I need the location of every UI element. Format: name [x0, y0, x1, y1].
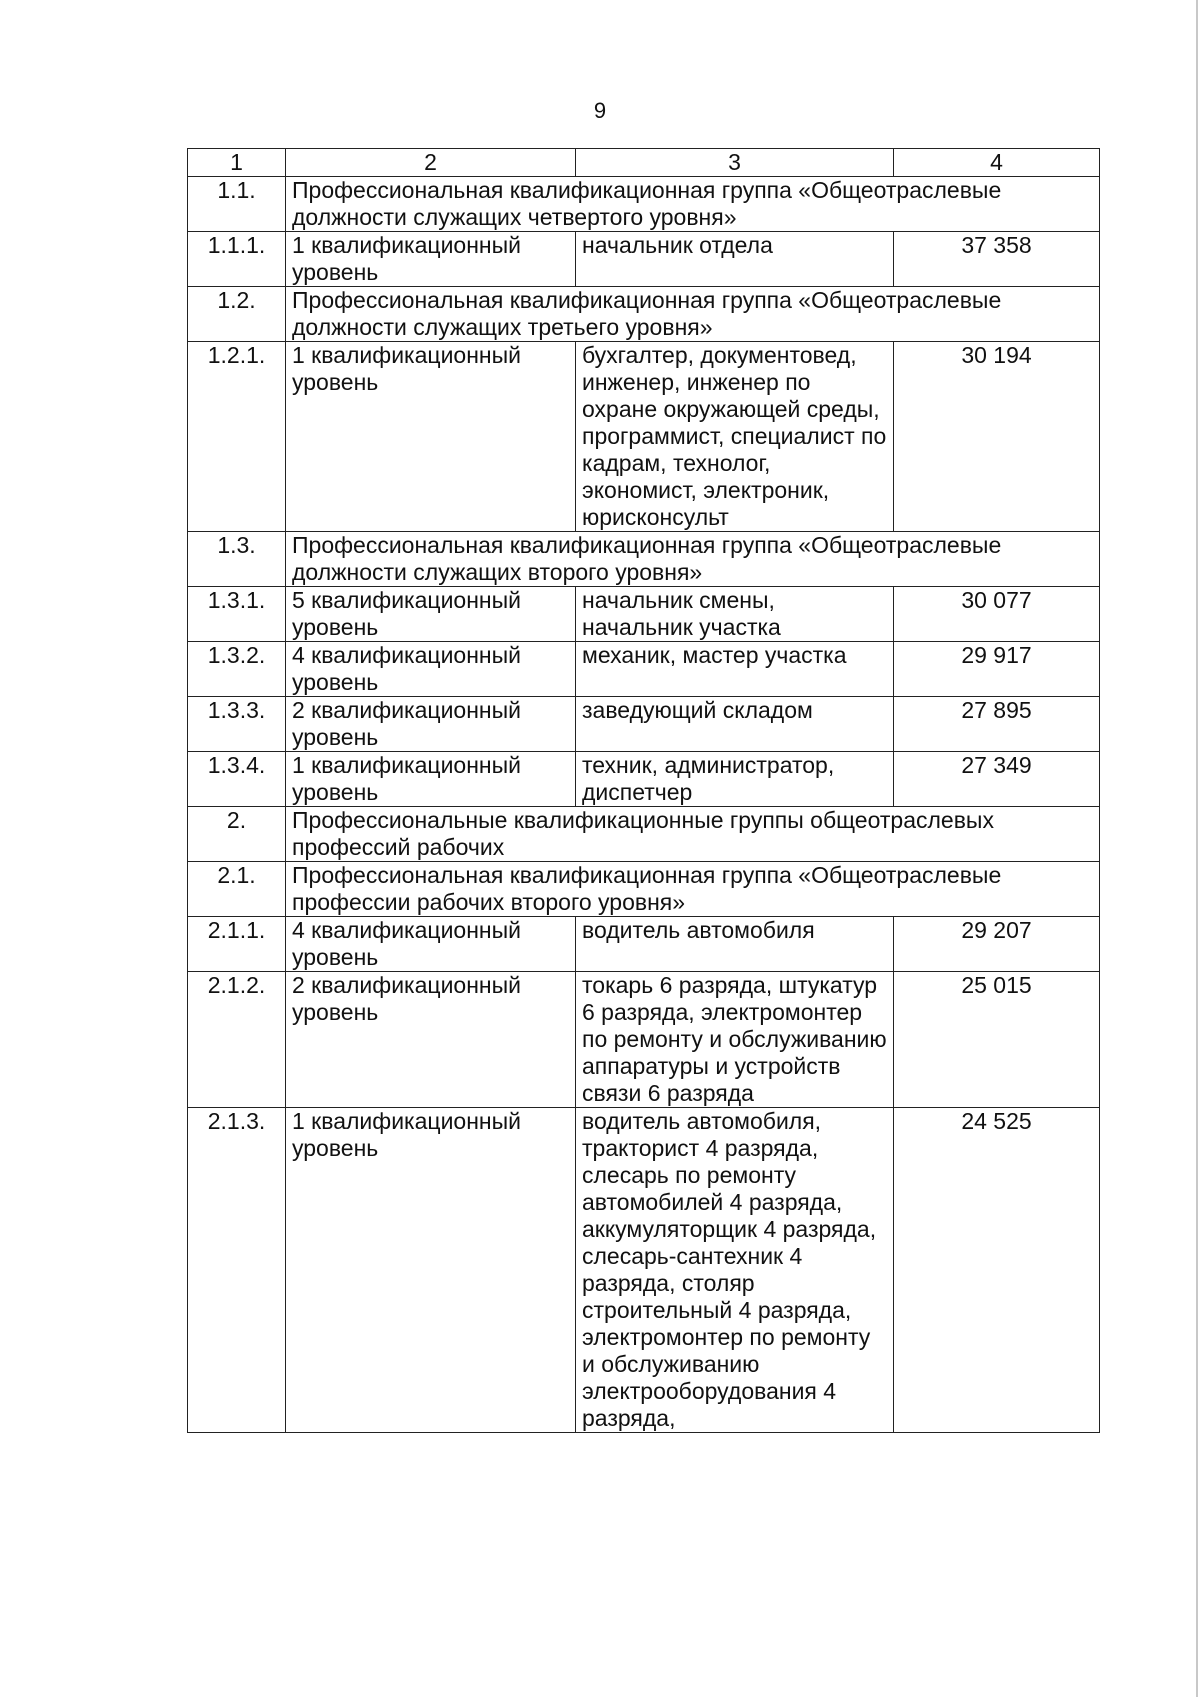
table-row [188, 972, 1100, 1108]
group-row [188, 532, 1100, 587]
group-title: Профессиональная квалификационная группа «Общеотраслевые профессии рабочих второго уровня» [286, 862, 1100, 917]
row-number: 1.1.1. [188, 232, 286, 287]
column-header-3: 3 [576, 149, 894, 177]
row-number: 1.3. [188, 532, 286, 587]
qualification-level: 1 квалификационный уровень [286, 1108, 576, 1433]
position-list: механик, мастер участка [576, 642, 894, 697]
position-list: водитель автомобиля, тракторист 4 разряда, слесарь по ремонту автомобилей 4 разряда, аккумуляторщик 4 разряда, слесарь-сантехник 4 разряда, столяр строительный 4 разряда, электромонтер по ремонту и обслуживанию электрооборудования 4 разряда, [576, 1108, 894, 1433]
table-row [188, 642, 1100, 697]
column-header-2: 2 [286, 149, 576, 177]
table-row [188, 232, 1100, 287]
group-row [188, 862, 1100, 917]
row-number: 2.1.2. [188, 972, 286, 1108]
group-row [188, 807, 1100, 862]
salary-amount: 25 015 [894, 972, 1100, 1108]
row-number: 1.1. [188, 177, 286, 232]
salary-amount: 27 895 [894, 697, 1100, 752]
group-row [188, 287, 1100, 342]
table-row [188, 752, 1100, 807]
row-number: 2. [188, 807, 286, 862]
position-list: начальник смены, начальник участка [576, 587, 894, 642]
position-list: начальник отдела [576, 232, 894, 287]
position-list: заведующий складом [576, 697, 894, 752]
qualification-level: 2 квалификационный уровень [286, 972, 576, 1108]
row-number: 2.1. [188, 862, 286, 917]
salary-amount: 29 917 [894, 642, 1100, 697]
table-row [188, 587, 1100, 642]
position-list: токарь 6 разряда, штукатур 6 разряда, электромонтер по ремонту и обслуживанию аппаратуры и устройств связи 6 разряда [576, 972, 894, 1108]
position-list: бухгалтер, документовед, инженер, инженер по охране окружающей среды, программист, специалист по кадрам, технолог, экономист, электроник, юрисконсульт [576, 342, 894, 532]
page-number: 9 [593, 98, 607, 123]
position-list: техник, администратор, диспетчер [576, 752, 894, 807]
qualification-level: 1 квалификационный уровень [286, 342, 576, 532]
position-list: водитель автомобиля [576, 917, 894, 972]
salary-amount: 37 358 [894, 232, 1100, 287]
row-number: 1.3.2. [188, 642, 286, 697]
row-number: 1.3.1. [188, 587, 286, 642]
row-number: 1.2. [188, 287, 286, 342]
qualification-level: 2 квалификационный уровень [286, 697, 576, 752]
page-edge [1196, 0, 1198, 1697]
group-title: Профессиональная квалификационная группа «Общеотраслевые должности служащих третьего уровня» [286, 287, 1100, 342]
table-row [188, 917, 1100, 972]
table-row [188, 1108, 1100, 1433]
salary-amount: 30 194 [894, 342, 1100, 532]
qualification-level: 1 квалификационный уровень [286, 232, 576, 287]
column-header-1: 1 [188, 149, 286, 177]
salary-amount: 29 207 [894, 917, 1100, 972]
group-title: Профессиональная квалификационная группа «Общеотраслевые должности служащих второго уровня» [286, 532, 1100, 587]
row-number: 1.2.1. [188, 342, 286, 532]
table-header-row [188, 149, 1100, 177]
qualification-table [187, 148, 1100, 1433]
qualification-level: 1 квалификационный уровень [286, 752, 576, 807]
qualification-level: 5 квалификационный уровень [286, 587, 576, 642]
salary-amount: 24 525 [894, 1108, 1100, 1433]
group-row [188, 177, 1100, 232]
group-title: Профессиональная квалификационная группа «Общеотраслевые должности служащих четвертого уровня» [286, 177, 1100, 232]
group-title: Профессиональные квалификационные группы общеотраслевых профессий рабочих [286, 807, 1100, 862]
row-number: 1.3.3. [188, 697, 286, 752]
table-row [188, 342, 1100, 532]
table-row [188, 697, 1100, 752]
row-number: 2.1.3. [188, 1108, 286, 1433]
qualification-level: 4 квалификационный уровень [286, 642, 576, 697]
salary-amount: 30 077 [894, 587, 1100, 642]
column-header-4: 4 [894, 149, 1100, 177]
row-number: 2.1.1. [188, 917, 286, 972]
row-number: 1.3.4. [188, 752, 286, 807]
salary-amount: 27 349 [894, 752, 1100, 807]
qualification-level: 4 квалификационный уровень [286, 917, 576, 972]
